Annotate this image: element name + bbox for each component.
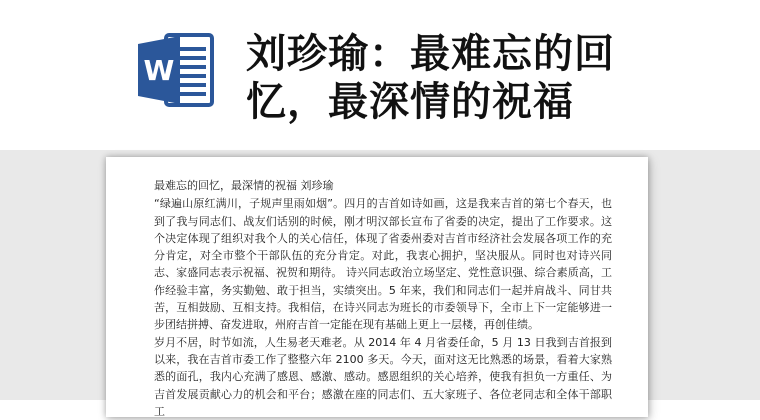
document-paragraph: “绿遍山原红满川，子规声里雨如烟”。四月的吉首如诗如画，这是我来吉首的第七个春天，也到了我与同志们、战友们话别的时候，刚才明汉部长宣布了省委的决定，提出了工作要求。这个决定体现了组织对我个人的关心信任，体现了省委州委对吉首市经济社会发展各项工作的充分肯定，对全市整个干部队伍的充分肯定。对此，我衷心拥护，坚决服从。同时也对诗兴同志、家盛同志表示祝福、祝贺和期待。 诗兴同志政治立场坚定、党性意识强、综合素质高，工作经验丰富，务实勤勉、敢于担当，实绩突出。5 年来，我们和同志们一起并肩战斗、同甘共苦，互相鼓励、互相支持。我相信，在诗兴同志为班长的市委领导下，全市上下一定能够进一步团结拼搏、奋发进取，州府吉首一定能在现有基础上更上一层楼，再创佳绩。 — [154, 197, 612, 332]
document-page — [106, 157, 648, 417]
document-heading: 最难忘的回忆，最深情的祝福 刘珍瑜 — [154, 179, 334, 192]
document-title — [246, 30, 726, 126]
title-banner — [0, 0, 760, 150]
document-body — [154, 177, 612, 420]
document-title-line-2: 忆，最深情的祝福 — [246, 79, 574, 125]
word-logo-letter: W — [143, 54, 175, 87]
document-paragraph: 岁月不居，时节如流，人生易老天难老。从 2014 年 4 月省委任命，5 月 13 日我到吉首报到以来，我在吉首市委工作了整整六年 2100 多天。今天，面对这无比熟悉的场景，看着大家熟悉的面孔，我内心充满了感恩、感激、感动。感恩组织的关心培养，使我有担负一方重任、为吉首发展贡献心力的机会和平台；感激在座的同志们、五大家班子、各位老同志和全体干部职工 — [154, 335, 612, 418]
microsoft-word-icon — [136, 32, 218, 108]
document-title-line-1: 刘珍瑜：最难忘的回 — [246, 31, 615, 77]
